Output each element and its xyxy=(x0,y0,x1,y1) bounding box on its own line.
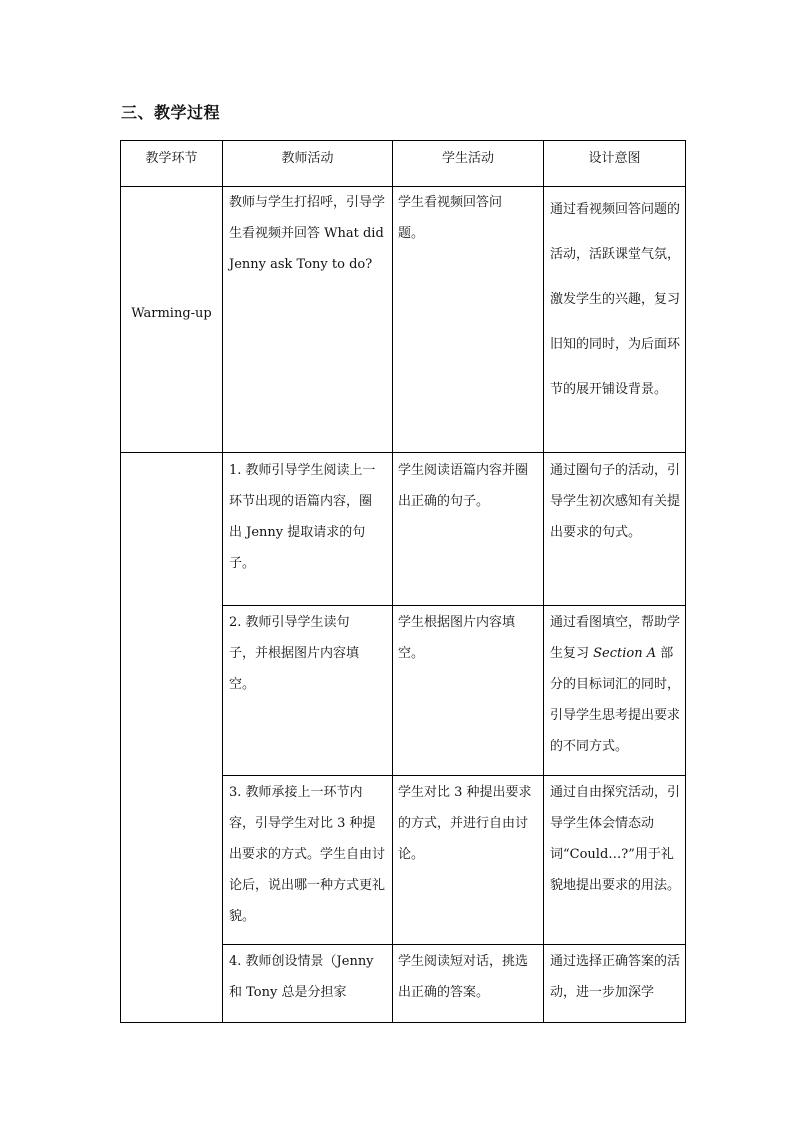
row2-intent-text-before: 通过看图填空，帮助学生复习 xyxy=(550,615,681,661)
table-rule xyxy=(222,605,686,606)
table-rule xyxy=(120,452,686,453)
row4-student-activity: 学生阅读短对话，挑选出正确的答案。 xyxy=(398,954,529,1000)
header-teacher-activity: 教师活动 xyxy=(281,151,334,166)
row1-design-intent: 通过圈句子的活动，引导学生初次感知有关提出要求的句式。 xyxy=(550,463,681,540)
header-student-activity: 学生活动 xyxy=(441,151,494,166)
row2-intent-text-after: 部分的目标词汇的同时，引导学生思考提出要求的不同方式。 xyxy=(550,646,681,754)
table-column-rule xyxy=(543,140,544,1023)
table-column-rule xyxy=(222,140,223,1023)
table-border-right xyxy=(685,140,686,1023)
row4-teacher-activity: 4. 教师创设情景（Jenny 和 Tony 总是分担家 xyxy=(229,954,374,1000)
warming-up-student-activity: 学生看视频回答问题。 xyxy=(398,195,503,241)
row3-student-activity: 学生对比 3 种提出要求的方式，并进行自由讨论。 xyxy=(398,785,532,862)
table-column-rule xyxy=(392,140,393,1023)
header-design-intent: 设计意图 xyxy=(588,151,641,166)
table-border-left xyxy=(120,140,121,1023)
row2-design-intent xyxy=(550,607,680,762)
row2-teacher-activity: 2. 教师引导学生读句子，并根据图片内容填空。 xyxy=(229,615,360,692)
row1-student-activity: 学生阅读语篇内容并圈出正确的句子。 xyxy=(398,463,529,509)
table-border-bottom xyxy=(120,1022,686,1023)
row2-intent-section-a: Section A xyxy=(593,646,657,661)
header-stage: 教学环节 xyxy=(145,151,198,166)
row1-teacher-activity: 1. 教师引导学生阅读上一环节出现的语篇内容，圈出 Jenny 提取请求的句子。 xyxy=(229,463,376,571)
row3-design-intent: 通过自由探究活动，引导学生体会情态动词“Could…?”用于礼貌地提出要求的用法。 xyxy=(550,785,681,893)
section-title: 三、教学过程 xyxy=(121,103,221,122)
row2-student-activity: 学生根据图片内容填空。 xyxy=(398,615,516,661)
row4-design-intent: 通过选择正确答案的活动，进一步加深学 xyxy=(550,954,681,1000)
table-rule xyxy=(222,775,686,776)
warming-up-design-intent: 通过看视频回答问题的活动，活跃课堂气氛，激发学生的兴趣，复习旧知的同时，为后面环节的展开铺设背景。 xyxy=(550,202,681,397)
row3-teacher-activity: 3. 教师承接上一环节内容，引导学生对比 3 种提出要求的方式。学生自由讨论后，说出哪一种方式更礼貌。 xyxy=(229,785,386,924)
table-border-top xyxy=(120,140,686,141)
table-rule xyxy=(222,944,686,945)
warming-up-teacher-activity: 教师与学生打招呼，引导学生看视频并回答 What did Jenny ask Tony to do? xyxy=(229,195,386,272)
stage-label-warming-up: Warming-up xyxy=(131,306,212,321)
